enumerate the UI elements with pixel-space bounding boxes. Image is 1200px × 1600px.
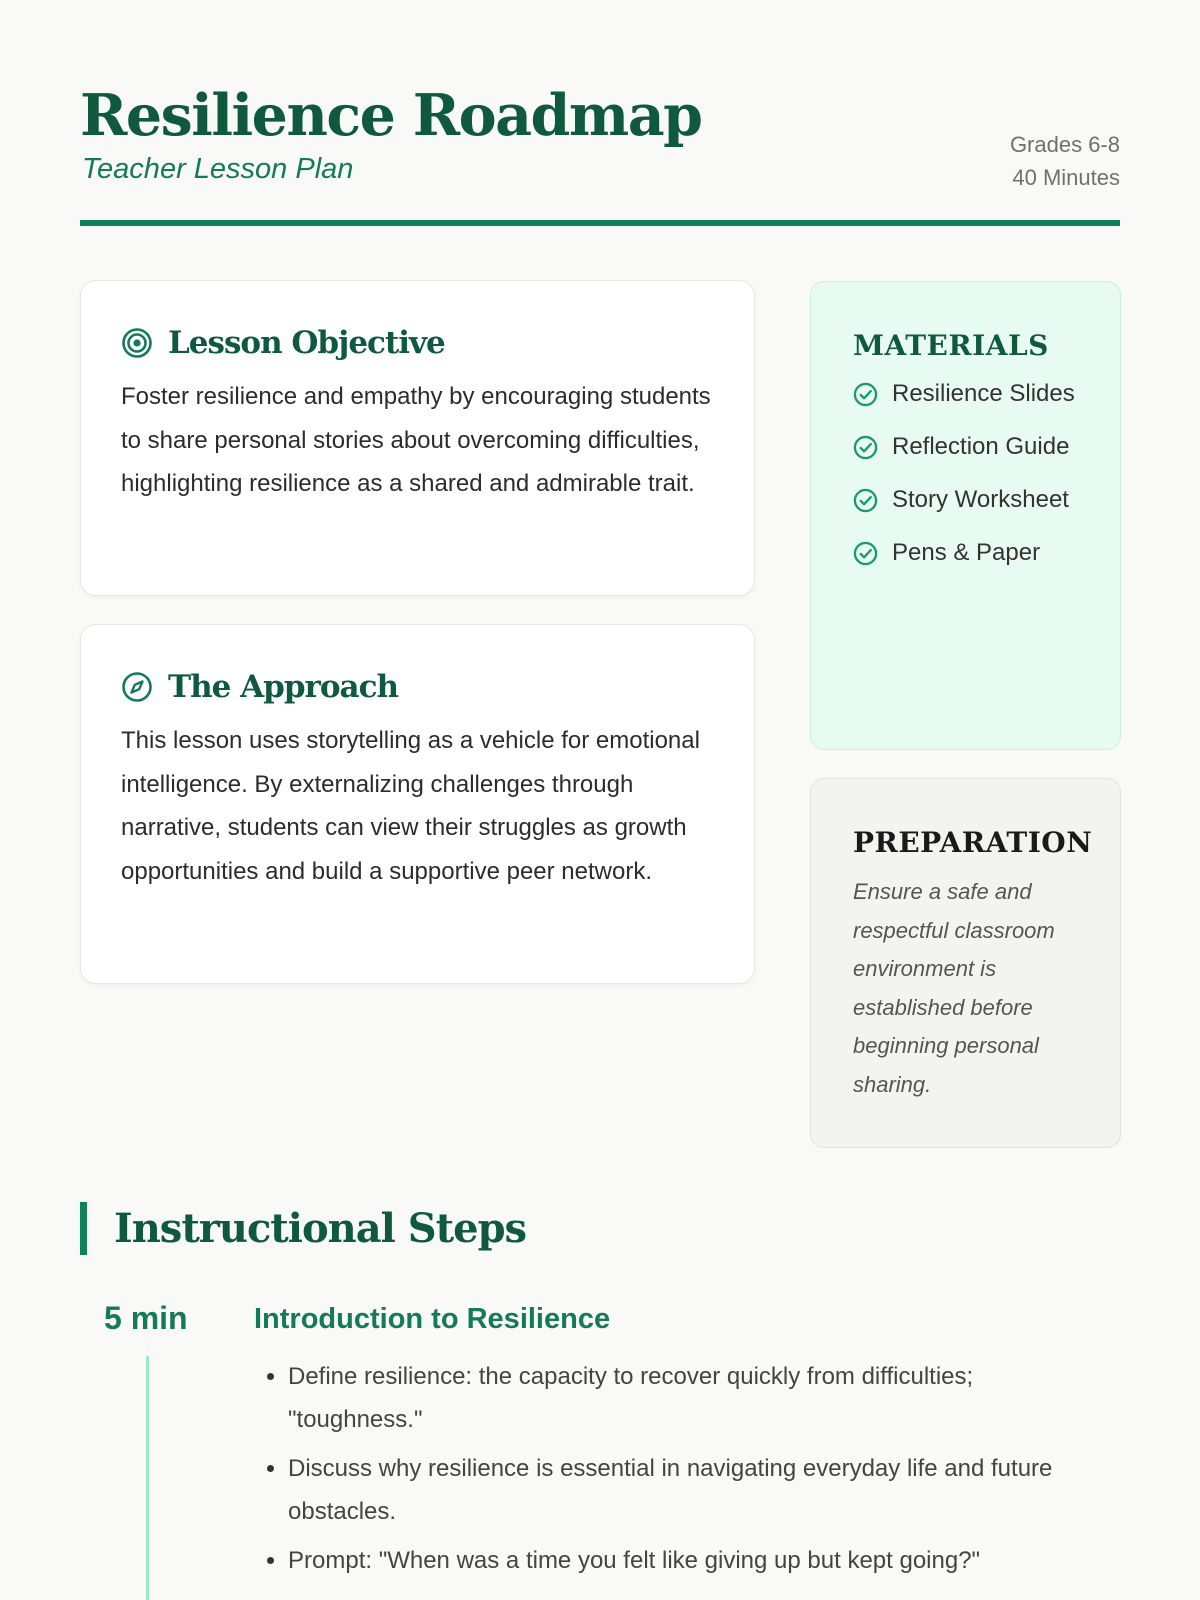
step-title: Introduction to Resilience [254, 1303, 611, 1335]
page-title: Resilience Roadmap [80, 82, 702, 149]
material-label: Story Worksheet [892, 486, 1069, 513]
list-item: • Prompt: "When was a time you felt like giving up but kept going?" [288, 1539, 1088, 1582]
approach-title: The Approach [168, 669, 399, 705]
list-item [853, 427, 1120, 467]
duration-label: 40 Minutes [1012, 165, 1120, 190]
timeline-line [146, 1356, 149, 1600]
lesson-meta [1010, 128, 1120, 194]
grades-label: Grades 6-8 [1009, 132, 1120, 157]
page-subtitle: Teacher Lesson Plan [82, 153, 354, 185]
list-item: • Discuss why resilience is essential in navigating everyday life and future obstacles. [288, 1447, 1088, 1533]
preparation-box [810, 778, 1121, 1148]
objective-text: Foster resilience and empathy by encouraging students to share personal stories about overcoming difficulties, highlighting resilience as a shared and admirable trait. [121, 383, 711, 497]
check-circle-icon [853, 488, 878, 513]
steps-heading: Instructional Steps [114, 1205, 527, 1252]
check-circle-icon [853, 382, 878, 407]
material-label: Reflection Guide [892, 433, 1070, 460]
objective-header [121, 321, 714, 365]
check-circle-icon [853, 435, 878, 460]
list-item: • Define resilience: the capacity to recover quickly from difficulties; "toughness." [288, 1355, 1088, 1441]
objective-card [80, 280, 755, 596]
list-item [853, 533, 1120, 573]
list-item [853, 374, 1120, 414]
material-label: Pens & Paper [892, 539, 1041, 566]
target-icon [121, 327, 153, 359]
section-accent-bar [80, 1202, 87, 1255]
step-bullets [288, 1355, 1088, 1588]
list-item [853, 480, 1120, 520]
approach-card [80, 624, 755, 984]
header-divider [80, 220, 1120, 226]
compass-icon [121, 671, 153, 703]
step-time: 5 min [104, 1300, 188, 1336]
preparation-title: PREPARATION [853, 826, 1093, 859]
approach-text: This lesson uses storytelling as a vehicle for emotional intelligence. By externalizing challenges through narrative, students can view their struggles as growth opportunities and build a supportive peer network. [121, 727, 700, 885]
check-circle-icon [853, 541, 878, 566]
approach-header [121, 665, 714, 709]
material-label: Resilience Slides [892, 380, 1075, 407]
materials-title: MATERIALS [853, 329, 1049, 362]
materials-box [810, 281, 1121, 750]
materials-list [853, 374, 1120, 573]
preparation-text: Ensure a safe and respectful classroom environment is established before beginning personal sharing. [853, 879, 1055, 1097]
objective-title: Lesson Objective [168, 325, 445, 361]
